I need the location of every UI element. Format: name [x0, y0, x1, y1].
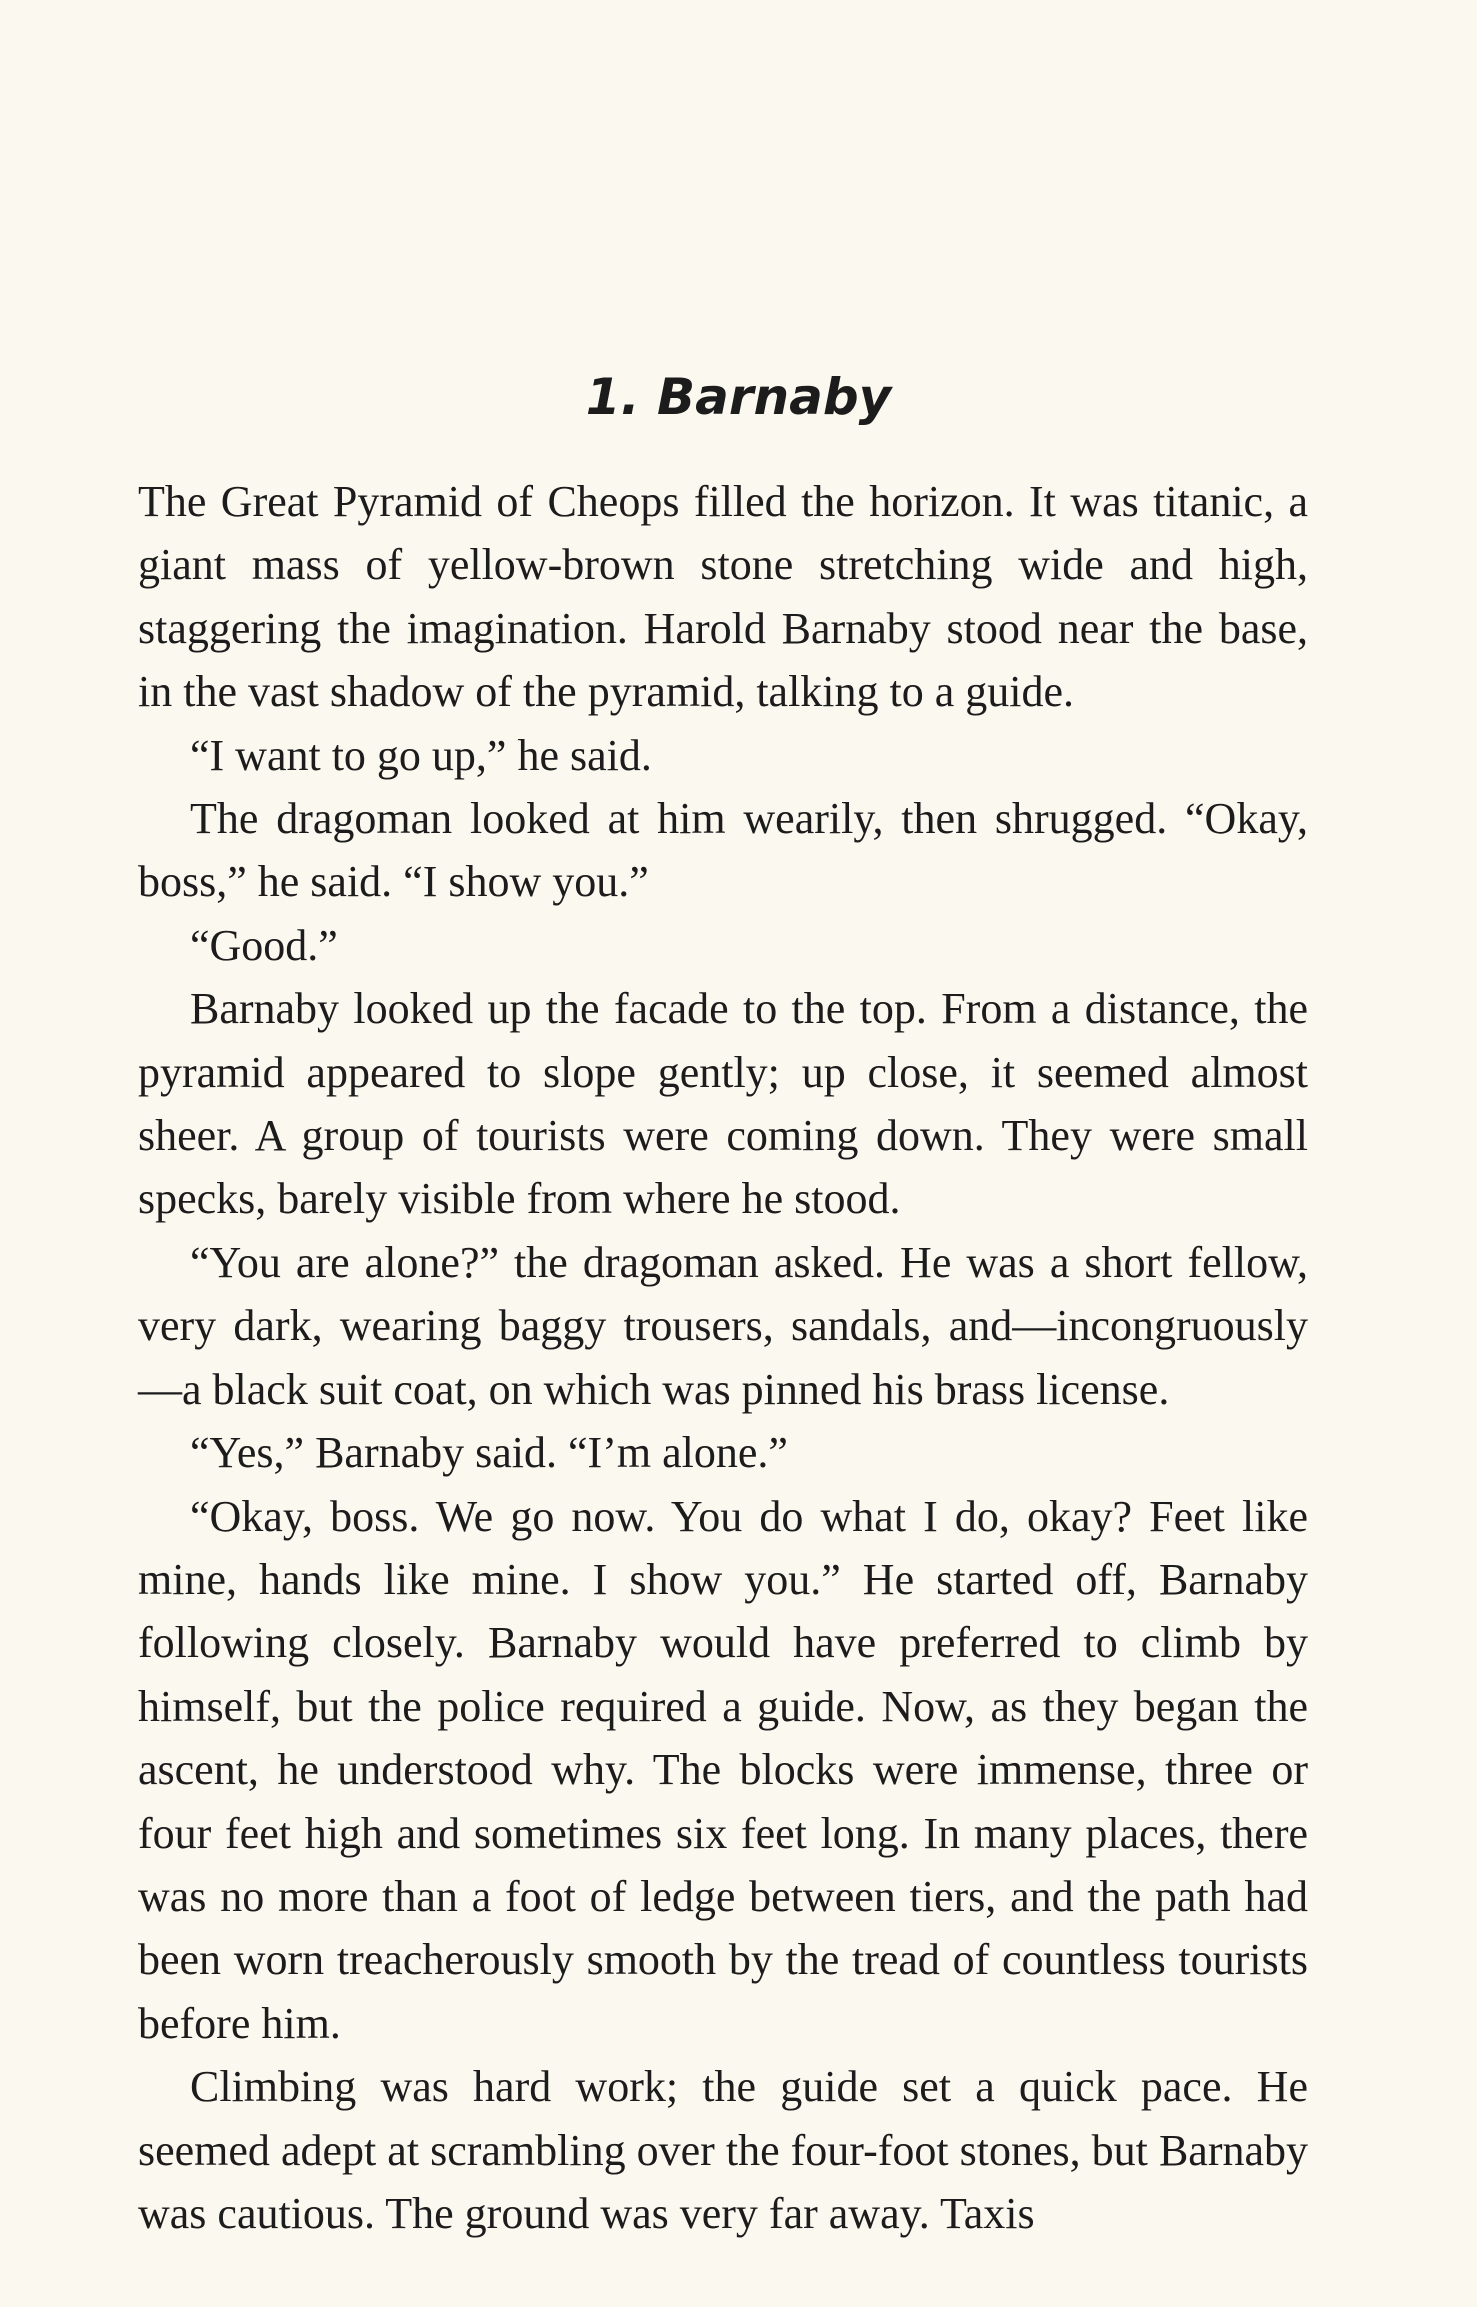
paragraph: “Good.” [190, 920, 338, 970]
chapter-title: 1. Barnaby [585, 368, 892, 426]
chapter-body [138, 470, 1308, 2245]
paragraph: “Okay, boss. We go now. You do what I do, okay? Feet like mine, hands like mine. I show you.” He started off, Barnaby following closely. Barnaby would have preferred to climb by himself, but the police required a guide. Now, as they began the ascent, he understood why. The blocks were immense, three or four feet high and sometimes six feet long. In many places, there was no more than a foot of ledge between tiers, and the path had been worn treacherously smooth by the tread of countless tourists before him. [138, 1491, 1308, 2048]
paragraph: The Great Pyramid of Cheops filled the horizon. It was titanic, a giant mass of yellow-brown stone stretching wide and high, staggering the imagination. Harold Barnaby stood near the base, in the vast shadow of the pyramid, talking to a guide. [138, 477, 1308, 717]
paragraph: Climbing was hard work; the guide set a quick pace. He seemed adept at scrambling over the four-foot stones, but Barnaby was cautious. The ground was very far away. Taxis [138, 2062, 1308, 2238]
paragraph: “I want to go up,” he said. [190, 730, 652, 780]
paragraph: The dragoman looked at him wearily, then shrugged. “Okay, boss,” he said. “I show you.” [138, 794, 1308, 907]
paragraph: “Yes,” Barnaby said. “I’m alone.” [190, 1428, 788, 1478]
paragraph: Barnaby looked up the facade to the top. From a distance, the pyramid appeared to slope gently; up close, it seemed almost sheer. A group of tourists were coming down. They were small specks, barely visible from where he stood. [138, 984, 1308, 1224]
paragraph: “You are alone?” the dragoman asked. He was a short fellow, very dark, wearing baggy trousers, sandals, and—incongruously—a black suit coat, on which was pinned his brass license. [138, 1237, 1308, 1414]
